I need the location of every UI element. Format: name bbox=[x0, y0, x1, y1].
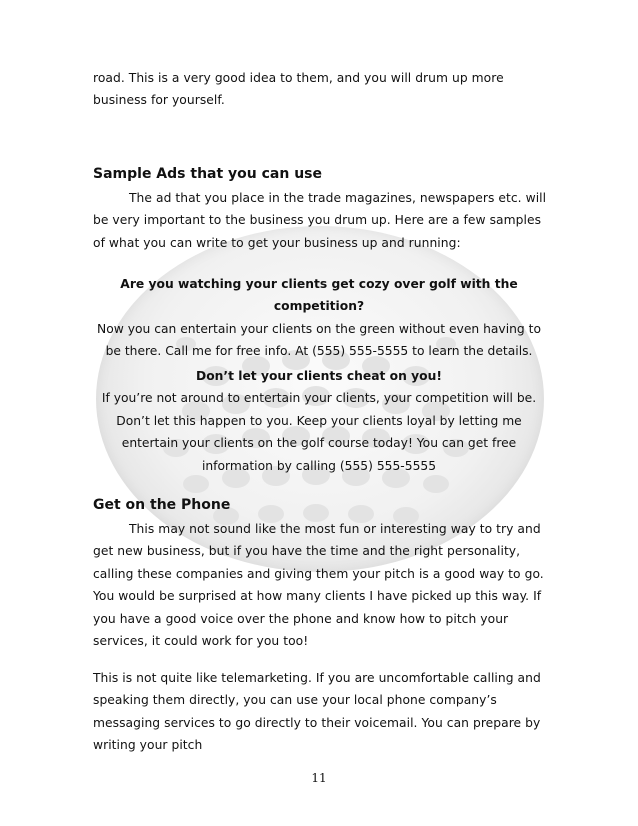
page-number: 11 bbox=[311, 771, 327, 785]
sample-ads-paragraph-text: The ad that you place in the trade magazines, newspapers etc. will be very important to the business you drum up. Here are a few samples of what you can write to get your business up and running: bbox=[93, 191, 547, 250]
intro-paragraph: road. This is a very good idea to them, and you will drum up more business for yourself. bbox=[93, 71, 504, 108]
sample-ad-2 bbox=[93, 365, 545, 477]
phone-paragraph-1-text: This may not sound like the most fun or interesting way to try and get new business, but if you have the time and the right personality, calling these companies and giving them your pitch is a good way to go. You would be surprised at how many clients I have picked up this way. If you have a good voice over the phone and know how to pitch your services, it could work for you too! bbox=[93, 522, 544, 649]
ad-1-headline: Are you watching your clients get cozy over golf with the competition? bbox=[120, 277, 518, 314]
phone-paragraph-2: This is not quite like telemarketing. If you are uncomfortable calling and speaking them directly, you can use your local phone company’s messaging services to go directly to their voicemail. You can prepare by writing your pitch bbox=[93, 671, 541, 753]
sample-ad-1 bbox=[93, 273, 545, 363]
ad-2-body: If you’re not around to entertain your clients, your competition will be. Don’t let this happen to you. Keep your clients loyal by letting me entertain your clients on the golf course today! You can get free information by calling (555) 555-5555 bbox=[101, 391, 537, 473]
phone-paragraph-1 bbox=[93, 518, 553, 652]
sample-ads-paragraph bbox=[93, 187, 553, 254]
section-heading-get-on-phone: Get on the Phone bbox=[93, 497, 231, 513]
ad-2-headline: Don’t let your clients cheat on you! bbox=[196, 369, 442, 383]
ad-1-body: Now you can entertain your clients on the green without even having to be there. Call me for free info. At (555) 555-5555 to learn the details. bbox=[97, 321, 541, 359]
section-heading-sample-ads: Sample Ads that you can use bbox=[93, 166, 323, 182]
